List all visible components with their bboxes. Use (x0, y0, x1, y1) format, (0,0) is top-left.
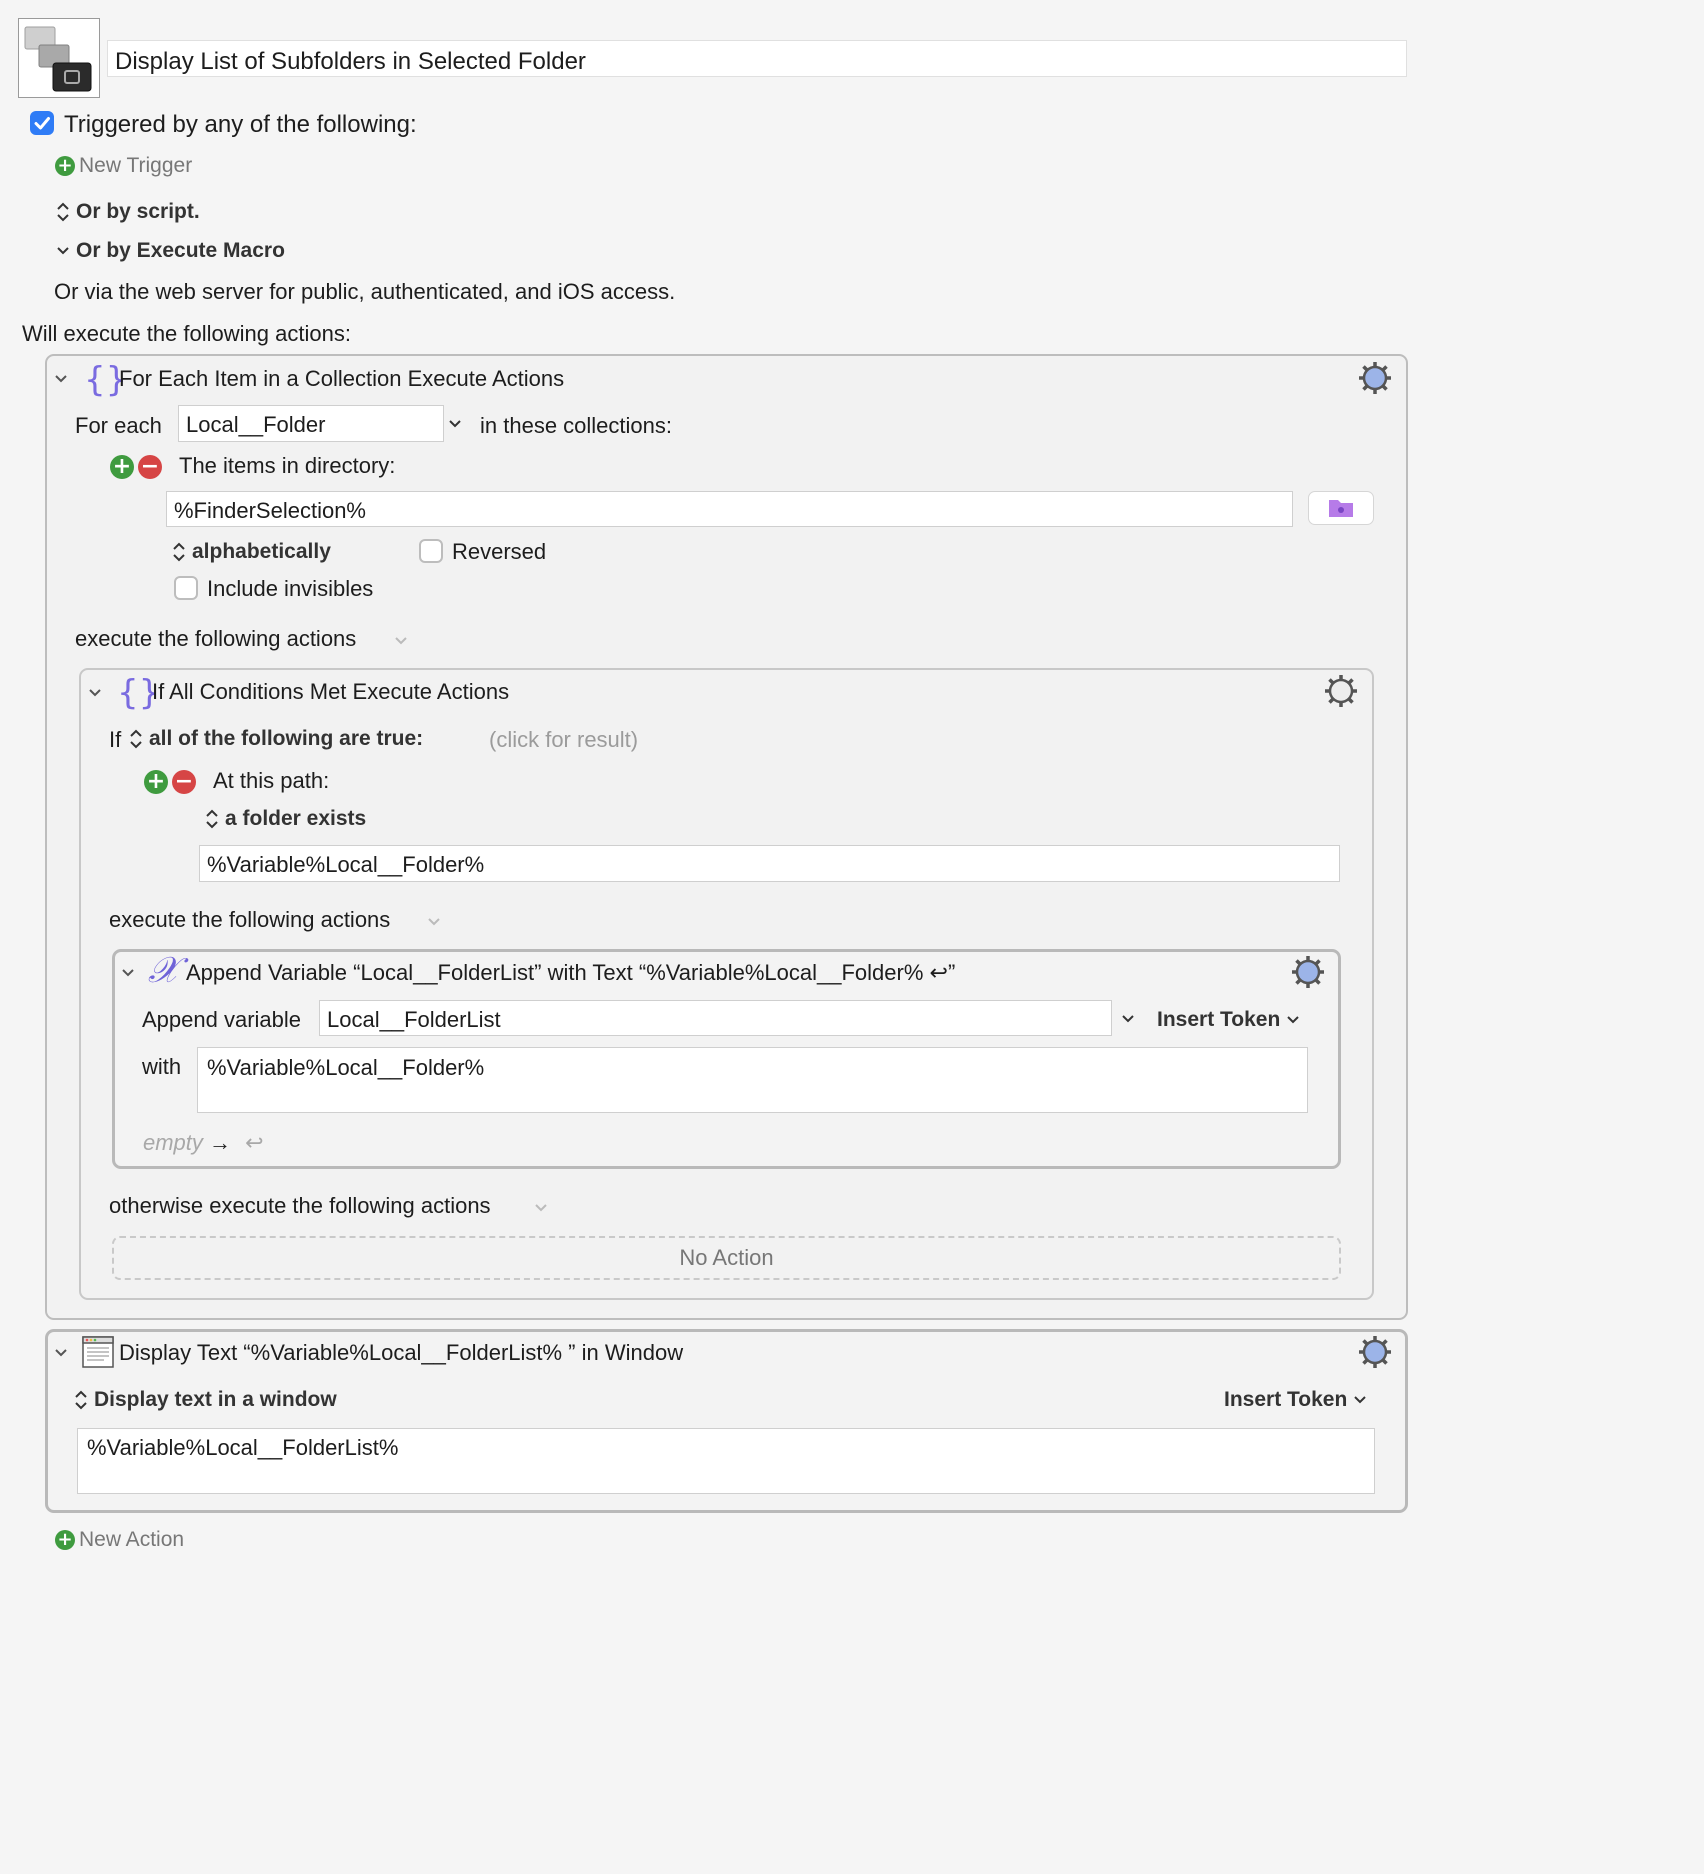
macro-name-field[interactable]: Display List of Subfolders in Selected Folder (107, 40, 1407, 77)
display-mode-popup[interactable]: Display text in a window (74, 1388, 337, 1412)
variable-dropdown-chevron-icon[interactable] (1121, 1012, 1135, 1026)
gear-icon[interactable] (1358, 1335, 1392, 1369)
new-action-button[interactable]: New Action (79, 1528, 185, 1551)
if-title: If All Conditions Met Execute Actions (152, 679, 510, 704)
empty-preview: empty → ↩ (143, 1130, 264, 1155)
include-invisibles-checkbox[interactable] (174, 576, 198, 600)
new-trigger-plus-icon[interactable]: + (55, 156, 75, 176)
insert-token-button[interactable]: Insert Token (1224, 1388, 1367, 1412)
updown-icon (129, 727, 143, 751)
updown-icon (74, 1388, 88, 1412)
macro-windows-icon (19, 19, 99, 97)
will-execute-label: Will execute the following actions: (22, 321, 351, 346)
for-each-label: For each (75, 413, 162, 438)
add-collection-icon[interactable]: + (110, 455, 134, 479)
choose-folder-button[interactable] (1308, 491, 1374, 525)
updown-icon (205, 807, 219, 831)
append-variable-label: Append variable (142, 1007, 302, 1032)
new-trigger-button[interactable]: New Trigger (79, 154, 193, 177)
condition-type-popup[interactable]: a folder exists (205, 807, 366, 831)
folder-icon (1309, 492, 1373, 524)
condition-label: At this path: (213, 768, 330, 793)
gear-icon[interactable] (1358, 361, 1392, 395)
collapse-chevron-icon[interactable] (88, 686, 102, 700)
reversed-label: Reversed (452, 539, 547, 564)
if-execute-label: execute the following actions (109, 907, 391, 932)
include-invisibles-label: Include invisibles (207, 576, 374, 601)
append-variable-field[interactable]: Local__FolderList (319, 1000, 1112, 1036)
braces-icon: {} (84, 360, 128, 400)
gear-icon[interactable] (1324, 674, 1358, 708)
reversed-checkbox[interactable] (419, 539, 443, 563)
if-label: If (109, 727, 122, 752)
display-title: Display Text “%Variable%Local__FolderList% ” in Window (119, 1340, 684, 1365)
chevron-down-icon (1353, 1393, 1367, 1407)
append-title: Append Variable “Local__FolderList” with Text “%Variable%Local__Folder% ↩” (186, 960, 956, 985)
chevron-down-icon[interactable] (427, 915, 441, 929)
remove-collection-icon[interactable]: − (138, 455, 162, 479)
click-for-result[interactable]: (click for result) (489, 727, 639, 752)
display-text-field[interactable]: %Variable%Local__FolderList% (77, 1428, 1375, 1494)
or-by-execute-macro-toggle[interactable]: Or by Execute Macro (56, 239, 285, 263)
condition-mode-popup[interactable]: all of the following are true: (129, 727, 423, 751)
triggered-checkbox[interactable] (30, 111, 54, 135)
otherwise-label: otherwise execute the following actions (109, 1193, 491, 1218)
variable-x-icon: 𝒳 (148, 950, 179, 991)
web-server-text: Or via the web server for public, authenticated, and iOS access. (54, 279, 676, 304)
for-each-title: For Each Item in a Collection Execute Actions (119, 366, 565, 391)
macro-icon-well[interactable] (18, 18, 100, 98)
directory-path-field[interactable]: %FinderSelection% (166, 491, 1293, 527)
new-action-plus-icon[interactable]: + (55, 1530, 75, 1550)
condition-path-field[interactable]: %Variable%Local__Folder% (199, 845, 1340, 882)
in-collections-label: in these collections: (480, 413, 672, 438)
collapse-chevron-icon[interactable] (54, 372, 68, 386)
no-action-dropzone[interactable]: No Action (112, 1236, 1341, 1280)
chevron-down-icon (56, 239, 70, 263)
execute-actions-label: execute the following actions (75, 626, 357, 651)
for-each-variable-field[interactable]: Local__Folder (178, 405, 444, 442)
chevron-down-icon[interactable] (534, 1201, 548, 1215)
collection-label: The items in directory: (179, 453, 396, 478)
add-condition-icon[interactable]: + (144, 770, 168, 794)
chevron-down-icon (1286, 1013, 1300, 1027)
append-text-field[interactable]: %Variable%Local__Folder% (197, 1047, 1308, 1113)
with-label: with (142, 1054, 182, 1079)
sort-order-popup[interactable]: alphabetically (172, 540, 331, 564)
updown-icon (172, 540, 186, 564)
remove-condition-icon[interactable]: − (172, 770, 196, 794)
collapse-chevron-icon[interactable] (121, 966, 135, 980)
updown-icon (56, 200, 70, 224)
variable-dropdown-chevron-icon[interactable] (448, 417, 462, 431)
collapse-chevron-icon[interactable] (54, 1346, 68, 1360)
braces-icon: {} (117, 673, 161, 713)
or-by-script-toggle[interactable]: Or by script. (56, 200, 200, 224)
triggered-label: Triggered by any of the following: (64, 111, 417, 138)
chevron-down-icon[interactable] (394, 634, 408, 648)
window-icon (82, 1336, 114, 1368)
insert-token-button[interactable]: Insert Token (1157, 1008, 1300, 1032)
gear-icon[interactable] (1291, 955, 1325, 989)
